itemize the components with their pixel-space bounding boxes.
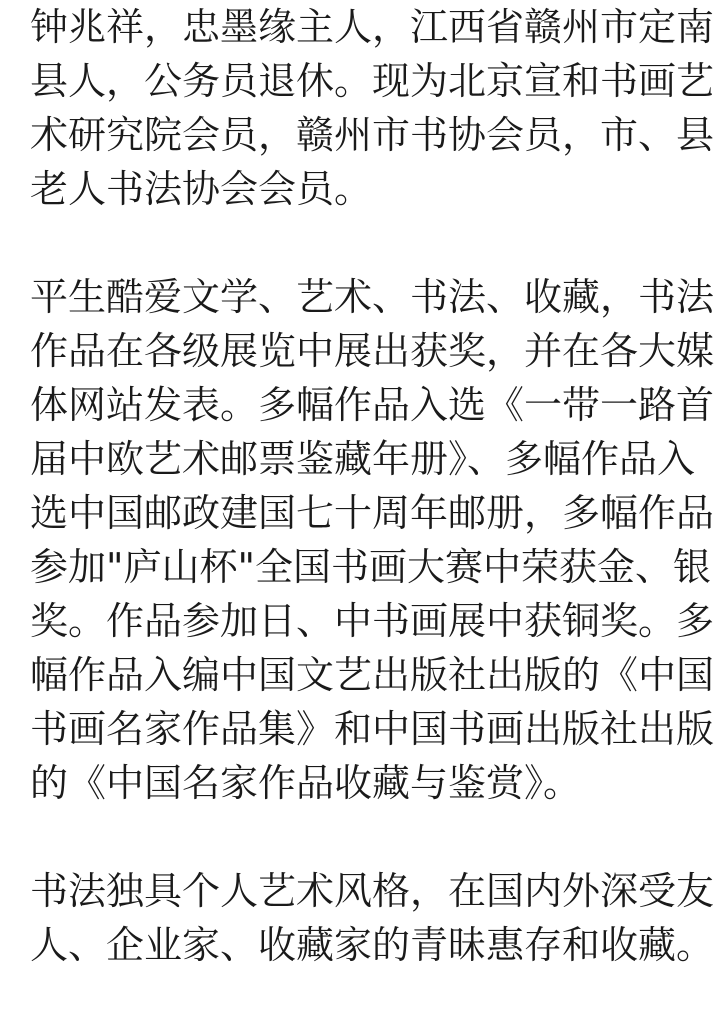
text-line: 书画名家作品集》和中国书画出版社出版: [30, 707, 715, 751]
paragraph-style: [30, 864, 715, 972]
article-body: [30, 0, 715, 972]
text-line: 书法独具个人艺术风格，在国内外深受友: [30, 869, 715, 913]
text-line: 人、企业家、收藏家的青昧惠存和收藏。: [30, 923, 715, 967]
paragraph-achievements: [30, 270, 715, 810]
text-line: 幅作品入编中国文艺出版社出版的《中国: [30, 653, 715, 697]
text-line: 县人，公务员退休。现为北京宣和书画艺: [30, 59, 715, 103]
text-line: 钟兆祥，忠墨缘主人，江西省赣州市定南: [30, 5, 715, 49]
text-line: 术研究院会员，赣州市书协会员，市、县: [30, 113, 715, 157]
text-line: 作品在各级展览中展出获奖，并在各大媒: [30, 329, 715, 373]
text-line: 老人书法协会会员。: [30, 167, 373, 211]
text-line: 的《中国名家作品收藏与鉴赏》。: [30, 761, 582, 805]
text-line: 届中欧艺术邮票鉴藏年册》、多幅作品入: [30, 437, 696, 481]
text-line: 选中国邮政建国七十周年邮册，多幅作品: [30, 491, 715, 535]
paragraph-biography: [30, 0, 715, 216]
text-line: 参加"庐山杯"全国书画大赛中荣获金、银: [30, 545, 711, 589]
text-line: 奖。作品参加日、中书画展中获铜奖。多: [30, 599, 715, 643]
text-line: 体网站发表。多幅作品入选《一带一路首: [30, 383, 715, 427]
text-line: 平生酷爱文学、艺术、书法、收藏，书法: [30, 275, 715, 319]
